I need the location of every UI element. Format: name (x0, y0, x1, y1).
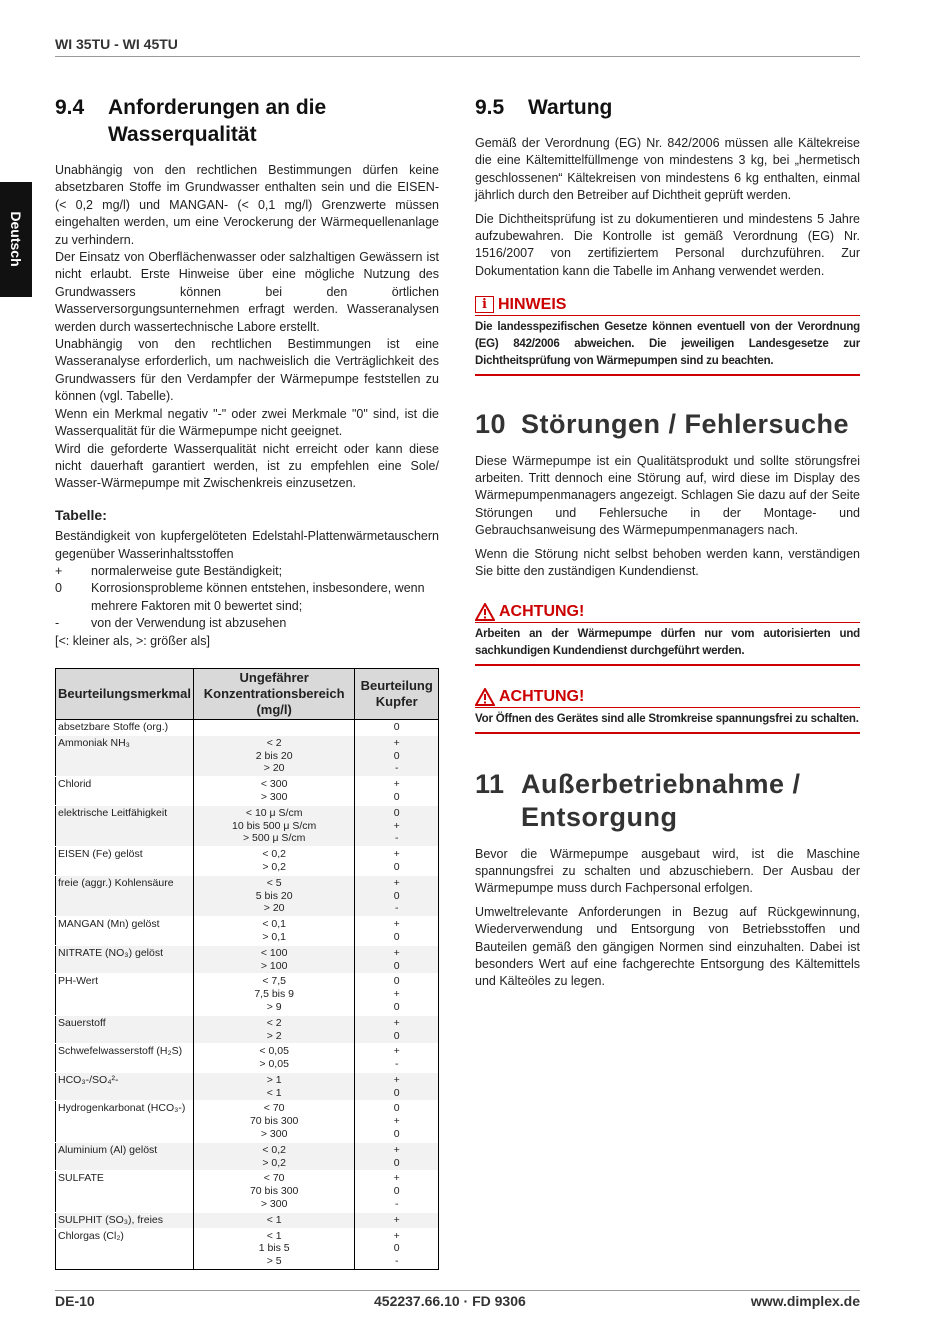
footer-document-id: 452237.66.10 · FD 9306 (374, 1293, 526, 1309)
footer-website-link[interactable]: www.dimplex.de (750, 1293, 860, 1309)
range-value: > 300 (260, 1198, 288, 1211)
rating-cell (355, 875, 439, 916)
section-number: 11 (475, 768, 505, 799)
table-row (56, 917, 439, 946)
concentration-cell (193, 1171, 354, 1212)
rating-value: 0 (393, 1242, 400, 1255)
section-9-4-heading (55, 94, 439, 148)
rating-value: + (393, 1045, 400, 1058)
footer-divider (55, 1290, 860, 1291)
concentration-cell (193, 1228, 354, 1269)
rating-cell (355, 1212, 439, 1228)
rating-value: 0 (393, 720, 400, 733)
right-column (475, 94, 860, 991)
table-row (56, 1228, 439, 1269)
range-value: 1 bis 5 (258, 1242, 290, 1255)
range-value: < 1 (266, 1213, 282, 1226)
rating-cell (355, 1015, 439, 1044)
section-number: 10 (475, 408, 507, 439)
rating-value: 0 (393, 930, 400, 943)
paragraph: Umweltrelevante Anforderungen in Bezug auf Rückgewinnung, Wiederverwendung und Entsorgung von Betriebsstoffen und Bauteilen gemäß den gängigen Normen sind einzuhalten. Dabei ist besonders Wert auf eine fachgerechte Entsorgung des Kältemittels und Kälteöles zu legen. (475, 904, 860, 989)
table-row (56, 719, 439, 735)
criterion-cell: SULPHIT (SO₃), freies (56, 1212, 194, 1228)
section-title: Störungen / Fehlersuche (521, 408, 850, 439)
rating-value: 0 (393, 1086, 400, 1099)
achtung-notice (475, 603, 860, 666)
paragraph: Unabhängig von den rechtlichen Bestimmungen dürfen keine absetzbaren Stoffe im Grundwasser enthalten sein und die EISEN- (< 0,2 mg/l) und MANGAN- (< 0,1 mg/l) Grenzwerte müssen eingehalten werden, um eine Verockerung der Wärmequellenanlage zu verhindern. (55, 163, 439, 247)
rating-cell (355, 917, 439, 946)
rating-value: 0 (393, 959, 400, 972)
range-value: > 0,1 (262, 930, 286, 943)
range-value: < 1 (266, 1229, 282, 1242)
section-9-5-heading (475, 94, 860, 121)
rating-value: + (393, 1229, 400, 1242)
range-value: < 0,2 (262, 848, 286, 861)
range-value: > 1 (266, 1073, 282, 1086)
paragraph: Diese Wärmepumpe ist ein Qualitätsprodukt und sollte störungsfrei arbeiten. Tritt dennoch eine Störung auf, wird diese im Display des Wärmepumpenmanagers angezeigt. Schlagen Sie dazu auf der Seite Störungen und Fehlersuche in der Montage- und Gebrauchsanweisung des Wärmepumpenmanagers nach. (475, 453, 860, 538)
rating-value: 0 (393, 790, 400, 803)
range-value: > 20 (263, 762, 285, 775)
section-title: Wartung (528, 96, 613, 119)
concentration-cell (193, 777, 354, 806)
concentration-cell (193, 1044, 354, 1073)
criterion-cell: MANGAN (Mn) gelöst (56, 917, 194, 946)
criterion-cell: HCO₃-/SO₄²- (56, 1072, 194, 1101)
rating-value: 0 (393, 975, 400, 988)
legend (55, 563, 439, 633)
rating-value: - (394, 902, 399, 915)
concentration-cell (193, 974, 354, 1015)
legend-note: [<: kleiner als, >: größer als] (55, 633, 210, 648)
table-row (56, 1142, 439, 1171)
range-value: < 2 (266, 736, 282, 749)
concentration-cell (193, 1101, 354, 1142)
concentration-cell (193, 917, 354, 946)
rating-value: + (393, 1115, 400, 1128)
range-value: > 9 (266, 1000, 282, 1013)
rating-value: + (393, 778, 400, 791)
section-title: Außerbetriebnahme / Entsorgung (521, 768, 801, 832)
paragraph: Wenn die Störung nicht selbst behoben werden kann, verständigen Sie bitte den zuständigen Kundendienst. (475, 546, 860, 579)
criterion-cell: Schwefelwasserstoff (H₂S) (56, 1044, 194, 1073)
paragraph: Gemäß der Verordnung (EG) Nr. 842/2006 müssen alle Kältekreise die eine Kältemittelfüllmenge von mindestens 3 kg, bei „hermetisch geschlossenen“ Kältekreisen von mindestens 6 kg enthalten, einmal jährlich durch den Betreiber auf Dichtheit geprüft werden. (475, 136, 860, 203)
hinweis-notice (475, 296, 860, 375)
paragraph: Der Einsatz von Oberflächenwasser oder salzhaltigen Gewässern ist nicht erlaubt. Erste Hinweise über eine mögliche Nutzung des Grundwassers können bei den örtlichen Wasserversorgungsunternehmen erfragt werden. Wasseranalysen werden durch wassertechnische Labore erstellt. (55, 250, 439, 334)
language-tab (0, 182, 32, 297)
rating-value: + (393, 1143, 400, 1156)
rating-value: 0 (393, 806, 400, 819)
notice-label: ACHTUNG! (499, 687, 585, 705)
table-row (56, 974, 439, 1015)
column-header: Beurteilungsmerkmal (56, 668, 194, 719)
rating-value: + (393, 918, 400, 931)
criterion-cell: absetzbare Stoffe (org.) (56, 719, 194, 735)
rating-value: + (393, 848, 400, 861)
range-value: > 0,2 (262, 1156, 286, 1169)
rating-value: + (393, 736, 400, 749)
language-tab-label: Deutsch (8, 211, 24, 267)
column-header: Beurteilung Kupfer (355, 668, 439, 719)
table-heading: Tabelle: (55, 506, 107, 523)
criterion-cell: NITRATE (NO₃) gelöst (56, 945, 194, 974)
range-value: > 0,2 (262, 860, 286, 873)
column-header: Ungefährer Konzentrationsbereich (mg/l) (193, 668, 354, 719)
range-value: > 500 μ S/cm (242, 832, 306, 845)
rating-value: + (393, 819, 400, 832)
table-row (56, 777, 439, 806)
paragraph: Die Dichtheitsprüfung ist zu dokumentieren und mindestens 5 Jahre aufzubewahren. Die Kontrolle ist gemäß Verordnung (EG) Nr. 1516/2007 von zertifiziertem Personal durchzuführen. Zur Dokumentation kann die Tabelle im Anhang verwendet werden. (475, 211, 860, 278)
rating-cell (355, 777, 439, 806)
range-value: < 70 (263, 1172, 285, 1185)
criterion-cell: elektrische Leitfähigkeit (56, 805, 194, 846)
rating-value: 0 (393, 1000, 400, 1013)
range-value: > 2 (266, 1029, 282, 1042)
table-row (56, 1015, 439, 1044)
range-value: 10 bis 500 μ S/cm (232, 819, 317, 832)
rating-cell (355, 735, 439, 776)
legend-item: - von der Verwendung ist abzusehen (55, 616, 287, 631)
table-row (56, 847, 439, 876)
table-description: Beständigkeit von kupfergelöteten Edelstahl-Plattenwärmetauschern gegenüber Wasserinhaltsstoffen (55, 529, 439, 561)
rating-value: - (394, 762, 399, 775)
concentration-cell (193, 1212, 354, 1228)
criterion-cell: Aluminium (Al) gelöst (56, 1142, 194, 1171)
notice-label: HINWEIS (498, 296, 567, 314)
range-value: < 0,1 (262, 918, 286, 931)
concentration-cell (193, 735, 354, 776)
range-value: > 20 (263, 902, 285, 915)
paragraph: Unabhängig von den rechtlichen Bestimmungen ist eine Wasseranalyse erforderlich, um nachweislich die Verträglichkeit des Grundwassers für den Verdampfer der Wärmepumpe feststellen zu können (vgl. Tabelle). (55, 337, 439, 404)
range-value: < 5 (266, 876, 282, 889)
rating-value: 0 (393, 860, 400, 873)
rating-cell (355, 847, 439, 876)
criterion-cell: Ammoniak NH₃ (56, 735, 194, 776)
rating-value: - (394, 832, 399, 845)
range-value: 2 bis 20 (255, 749, 293, 762)
rating-value: + (393, 876, 400, 889)
notice-text: Die landesspezifischen Gesetze können eventuell von der Verordnung (EG) 842/2006 abweichen. Die jeweiligen Landesgesetze zur Dichtheitsprüfung von Wärmepumpen sind zu beachten. (475, 320, 860, 367)
criterion-cell: Hydrogenkarbonat (HCO₃-) (56, 1101, 194, 1142)
section-number: 9.5 (475, 96, 505, 119)
water-quality-table (55, 668, 439, 1270)
table-row (56, 1101, 439, 1142)
concentration-cell (193, 1072, 354, 1101)
achtung-notice (475, 688, 860, 734)
rating-cell (355, 1142, 439, 1171)
section-10-heading (475, 408, 860, 441)
range-value: < 2 (266, 1016, 282, 1029)
rating-cell (355, 974, 439, 1015)
header-divider (55, 56, 860, 57)
range-value: < 7,5 (262, 975, 286, 988)
legend-item: 0 Korrosionsprobleme können entstehen, insbesondere, wenn mehrere Faktoren mit 0 bewertet sind; (55, 581, 425, 613)
criterion-cell: PH-Wert (56, 974, 194, 1015)
range-value: > 100 (260, 959, 288, 972)
info-icon: i (475, 296, 494, 313)
concentration-cell (193, 1142, 354, 1171)
table-row (56, 735, 439, 776)
rating-value: - (394, 1255, 399, 1268)
paragraph: Bevor die Wärmepumpe ausgebaut wird, ist die Maschine spannungsfrei zu schalten und abzuschiebern. Der Ausbau der Wärmepumpe muss durch Fachpersonal erfolgen. (475, 846, 860, 896)
paragraph: Wird die geforderte Wasserqualität nicht erreicht oder kann diese nicht dauerhaft garantiert werden, ist zu empfehlen eine Sole/ Wasser-Wärmepumpe mit Zwischenkreis einzusetzen. (55, 441, 439, 491)
range-value: < 70 (263, 1102, 285, 1115)
criterion-cell: Sauerstoff (56, 1015, 194, 1044)
rating-cell (355, 1101, 439, 1142)
concentration-cell (193, 847, 354, 876)
rating-value: + (393, 988, 400, 1001)
rating-value: + (393, 1213, 400, 1226)
table-row (56, 1212, 439, 1228)
rating-value: 0 (393, 1102, 400, 1115)
range-value: 70 bis 300 (249, 1115, 299, 1128)
section-number: 9.4 (55, 96, 85, 119)
rating-value: 0 (393, 889, 400, 902)
range-value: 7,5 bis 9 (254, 988, 295, 1001)
criterion-cell: Chlorid (56, 777, 194, 806)
paragraph: Wenn ein Merkmal negativ "-" oder zwei Merkmale "0" sind, ist die Wasserqualität für die Wärmepumpe nicht geeignet. (55, 406, 439, 439)
table-row (56, 945, 439, 974)
concentration-cell (193, 719, 354, 735)
rating-value: + (393, 1172, 400, 1185)
warning-icon (475, 688, 495, 706)
table-row (56, 1072, 439, 1101)
table-row (56, 805, 439, 846)
warning-icon (475, 603, 495, 621)
range-value: 70 bis 300 (249, 1185, 299, 1198)
notice-text: Vor Öffnen des Gerätes sind alle Stromkreise spannungsfrei zu schalten. (475, 712, 859, 725)
concentration-cell (193, 875, 354, 916)
rating-value: - (394, 1058, 399, 1071)
table-row (56, 875, 439, 916)
rating-value: + (393, 946, 400, 959)
rating-cell (355, 1228, 439, 1269)
range-value: > 300 (260, 790, 288, 803)
rating-cell (355, 1171, 439, 1212)
concentration-cell (193, 945, 354, 974)
table-row (56, 1044, 439, 1073)
section-11-heading (475, 768, 860, 834)
range-value: < 1 (266, 1086, 282, 1099)
rating-cell (355, 1072, 439, 1101)
range-value (196, 721, 352, 734)
range-value: < 0,05 (259, 1045, 289, 1058)
criterion-cell: freie (aggr.) Kohlensäure (56, 875, 194, 916)
rating-cell (355, 719, 439, 735)
rating-value: 0 (393, 1156, 400, 1169)
left-column (55, 94, 439, 1270)
notice-label: ACHTUNG! (499, 602, 585, 620)
range-value: < 100 (260, 946, 288, 959)
range-value: 5 bis 20 (255, 889, 293, 902)
notice-text: Arbeiten an der Wärmepumpe dürfen nur vom autorisierten und sachkundigen Kundendienst durchgeführt werden. (475, 627, 860, 657)
rating-value: - (394, 1198, 399, 1211)
rating-value: 0 (393, 749, 400, 762)
rating-value: 0 (393, 1185, 400, 1198)
table-row (56, 1171, 439, 1212)
section-title: Anforderungen an die Wasserqualität (108, 96, 327, 146)
criterion-cell: Chlorgas (Cl₂) (56, 1228, 194, 1269)
rating-cell (355, 945, 439, 974)
range-value: > 5 (266, 1255, 282, 1268)
rating-cell (355, 805, 439, 846)
legend-item: + normalerweise gute Beständigkeit; (55, 563, 283, 578)
concentration-cell (193, 1015, 354, 1044)
range-value: < 10 μ S/cm (245, 806, 303, 819)
rating-value: + (393, 1073, 400, 1086)
criterion-cell: EISEN (Fe) gelöst (56, 847, 194, 876)
range-value: < 0,2 (262, 1143, 286, 1156)
range-value: > 0,05 (259, 1058, 289, 1071)
header-title: WI 35TU - WI 45TU (55, 36, 178, 52)
concentration-cell (193, 805, 354, 846)
rating-value: 0 (393, 1029, 400, 1042)
criterion-cell: SULFATE (56, 1171, 194, 1212)
range-value: < 300 (260, 778, 288, 791)
range-value: > 300 (260, 1128, 288, 1141)
rating-value: 0 (393, 1128, 400, 1141)
rating-value: + (393, 1016, 400, 1029)
rating-cell (355, 1044, 439, 1073)
footer-page-number: DE-10 (55, 1293, 95, 1309)
